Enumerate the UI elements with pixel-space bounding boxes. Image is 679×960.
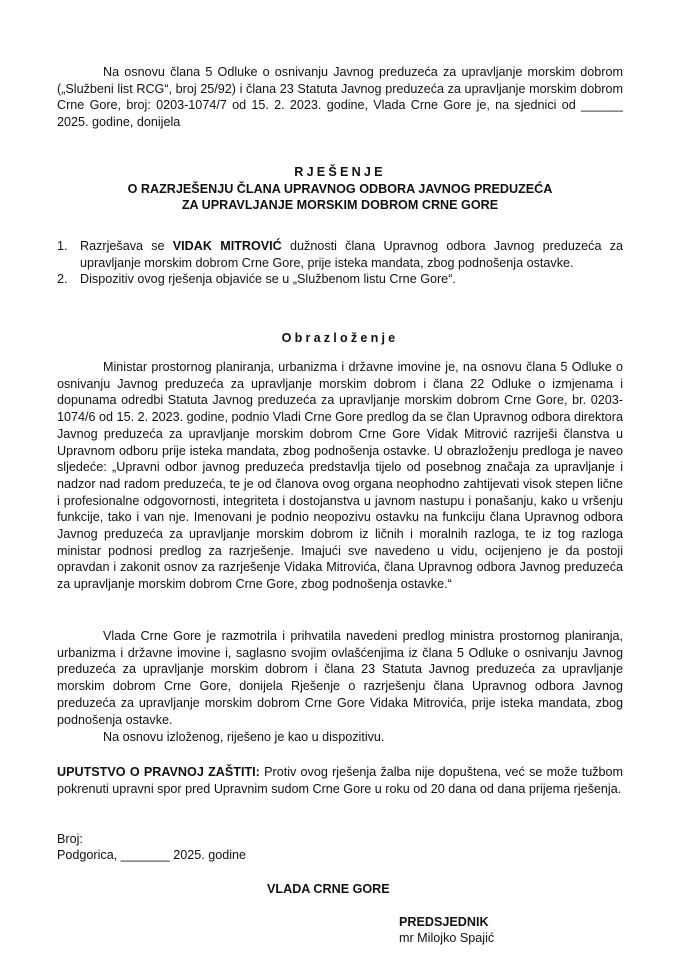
decision-title-line-2: O RAZRJEŠENJU ČLANA UPRAVNOG ODBORA JAVNOG PREDUZEĆA — [127, 181, 553, 196]
dispositive-item-1 — [57, 238, 623, 271]
obrazlozenje-heading: Obrazloženje — [281, 331, 399, 345]
decision-title — [57, 164, 623, 214]
president-title: PREDSJEDNIK — [399, 915, 489, 929]
dismissed-member-name: VIDAK MITROVIĆ — [172, 239, 282, 253]
dispositive-item-1-number: 1. — [57, 239, 68, 253]
dispositive-list — [57, 238, 623, 288]
preamble-paragraph: Na osnovu člana 5 Odluke o osnivanju Javnog preduzeća za upravljanje morskim dobrom („Službeni list RCG“, broj 25/92) i člana 23 Statuta Javnog preduzeća za upravljanje morskim dobrom Crne Gore, broj: 0203-1074/7 od 15. 2. 2023. godine, Vlada Crne Gore je, na sjednici od ______ 2025. godine, donijela — [57, 65, 623, 130]
obrazlozenje-paragraph-3: Na osnovu izloženog, riješeno je kao u dispozitivu. — [103, 730, 385, 744]
obrazlozenje-paragraph-2: Vlada Crne Gore je razmotrila i prihvatila navedeni predlog ministra prostornog planiranja, urbanizma i državne imovine i, saglasno svojim ovlašćenjima iz člana 5 Odluke o osnivanju Javnog preduzeća za upravljanje morskim dobrom i člana 23 Statuta Javnog preduzeća za upravljanje morskim dobrom Crne Gore, donijela Rješenje o razrješenju člana Upravnog odbora Javnog preduzeća za upravljanje morskim dobrom Crne Gore Vidaka Mitrovića, prije isteka mandata, zbog podnošenja ostavke. — [57, 629, 623, 727]
obrazlozenje-paragraph-1: Ministar prostornog planiranja, urbanizma i državne imovine je, na osnovu člana 5 Odluke o osnivanju Javnog preduzeća za upravljanje morskim dobrom i člana 22 Odluke o izmjenama i dopunama odredbi Statuta Javnog preduzeća za upravljanje morskim dobrom Crne Gore, br. 0203-1074/6 od 15. 2. 2023. godine, podnio Vladi Crne Gore predlog da se član Upravnog odbora direktora Javnog preduzeća za upravljanje morskim dobrom Crne Gore Vidak Mitrović razriješi članstva u Upravnom odboru prije isteka mandata, zbog podnošenja ostavke. U obrazloženju predloga je naveo sljedeće: „Upravni odbor javnog preduzeća predstavlja tijelo od posebnog značaja za upravljanje i nadzor nad radom preduzeća, te je od članova ovog organa neophodno zahtijevati visok stepen lične i profesionalne odgovornosti, integriteta i dostojanstva u javnom nastupu i ponašanju, kako u vršenju funkcije, tako i van nje. Imenovani je podnio neopozivu ostavku na funkciju člana Upravnog odbora Javnog preduzeća za upravljanje morskim dobrom iz ličnih i moralnih razloga, te iz tog razloga ministar podnosi predlog za razrješenje. Imajući sve navedeno u vidu, ocijenjeno je da postoji opravdan i zakonit osnov za razrješenje Vidaka Mitrovića, člana Upravnog odbora Javnog preduzeća za upravljanje morskim dobrom Crne Gore, zbog podnošenja ostavke.“ — [57, 360, 623, 592]
place-and-date: Podgorica, _______ 2025. godine — [57, 848, 247, 862]
decision-title-line-1: RJEŠENJE — [294, 165, 386, 179]
dispositive-item-2-text: Dispozitiv ovog rješenja objaviće se u „Službenom listu Crne Gore“. — [80, 272, 456, 287]
dispositive-item-2 — [57, 271, 623, 288]
government-signature: VLADA CRNE GORE — [267, 882, 390, 896]
legal-remedy-paragraph — [57, 764, 623, 797]
legal-remedy-text: Protiv ovog rješenja žalba nije dopuštena, već se može tužbom pokrenuti upravni spor pred Upravnim sudom Crne Gore u roku od 20 dana od dana prijema rješenja. — [57, 765, 623, 796]
president-name: mr Milojko Spajić — [399, 931, 495, 945]
dispositive-item-2-number: 2. — [57, 272, 68, 287]
dispositive-item-1-pre: Razrješava se — [80, 239, 173, 253]
dispositive-item-1-post: dužnosti člana Upravnog odbora Javnog preduzeća za upravljanje morskim dobrom Crne Gore, prije isteka mandata, zbog podnošenja ostavke. — [80, 239, 624, 270]
decision-title-line-3: ZA UPRAVLJANJE MORSKIM DOBROM CRNE GORE — [181, 198, 499, 212]
legal-remedy-label: UPUTSTVO O PRAVNOJ ZAŠTITI: — [57, 765, 260, 779]
broj-label: Broj: — [57, 832, 83, 846]
